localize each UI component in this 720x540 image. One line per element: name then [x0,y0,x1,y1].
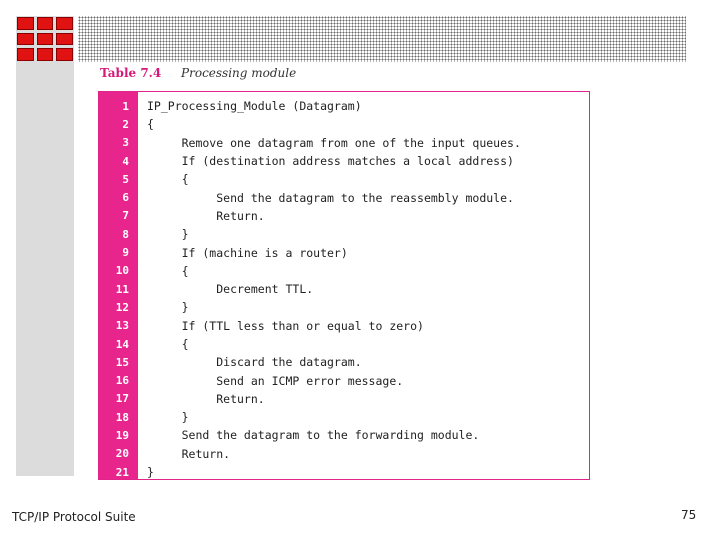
code-text: Decrement TTL. [147,282,314,297]
code-line [115,426,589,444]
code-text: Send an ICMP error message. [147,373,404,388]
line-number: 18 [115,410,129,424]
code-text: Discard the datagram. [147,355,362,370]
code-line [122,207,589,225]
code-line [115,371,589,389]
code-text: } [147,410,189,425]
code-line [122,225,589,243]
code-line [115,317,589,335]
logo-grid [17,17,73,61]
line-number: 6 [122,191,129,205]
code-line [122,152,589,170]
line-number: 2 [122,117,129,131]
code-text: { [147,337,189,351]
logo-square [17,17,34,30]
code-line [122,115,589,133]
code-line [122,188,589,206]
code-text: If (TTL less than or equal to zero) [147,318,424,333]
table-caption [100,66,296,80]
code-line [115,262,589,280]
code-line [115,298,589,316]
code-text: { [147,263,189,278]
code-text: Return. [147,208,265,223]
code-line [115,463,589,481]
code-line [122,97,589,115]
logo-square [17,48,34,61]
code-text: } [147,227,189,242]
logo-square [17,33,34,46]
line-number: 15 [115,355,129,369]
table-title: Processing module [181,66,297,80]
code-table [98,91,590,480]
code-text: Send the datagram to the reassembly module. [147,190,514,205]
line-number: 16 [115,374,129,388]
code-line [122,134,589,152]
code-line [122,170,589,188]
line-number: 5 [122,172,129,186]
line-number: 14 [115,337,129,351]
code-text: { [147,172,189,187]
code-line [115,445,589,463]
line-number: 10 [115,264,129,278]
line-number: 3 [122,136,129,150]
line-number: 20 [115,447,129,461]
line-number: 19 [115,428,129,442]
code-text: If (destination address matches a local address) [147,154,514,169]
logo-square [56,48,73,61]
code-text: If (machine is a router) [147,245,348,260]
page-number: 75 [681,508,697,522]
table-number: Table 7.4 [100,66,162,80]
code-text: Return. [147,446,231,461]
logo-square [37,33,54,46]
code-line [115,390,589,408]
code-text: { [147,117,154,132]
line-number: 17 [115,392,129,406]
footer-title: TCP/IP Protocol Suite [12,510,136,524]
line-number: 4 [122,154,129,168]
line-number: 1 [122,99,129,113]
line-number: 12 [115,300,129,314]
left-sidebar-band [16,16,74,476]
code-line [115,353,589,371]
line-number: 21 [115,465,129,479]
code-text: } [147,300,189,315]
logo-square [56,17,73,30]
code-text: Send the datagram to the forwarding module. [147,428,480,443]
code-text: Remove one datagram from one of the input queues. [147,135,521,150]
code-line [122,243,589,261]
code-line [115,408,589,426]
code-text: Return. [147,391,265,406]
logo-square [37,17,54,30]
line-number: 11 [115,282,129,296]
code-line [115,335,589,353]
code-text: IP_Processing_Module (Datagram) [147,99,362,114]
line-number: 8 [122,227,129,241]
line-number: 13 [115,319,129,333]
header-dot-pattern [78,16,686,62]
code-body [115,92,589,480]
logo-square [37,48,54,61]
logo-square [56,33,73,46]
code-text: } [147,465,154,480]
code-line [115,280,589,298]
line-number: 9 [122,246,129,260]
line-number: 7 [122,209,129,223]
